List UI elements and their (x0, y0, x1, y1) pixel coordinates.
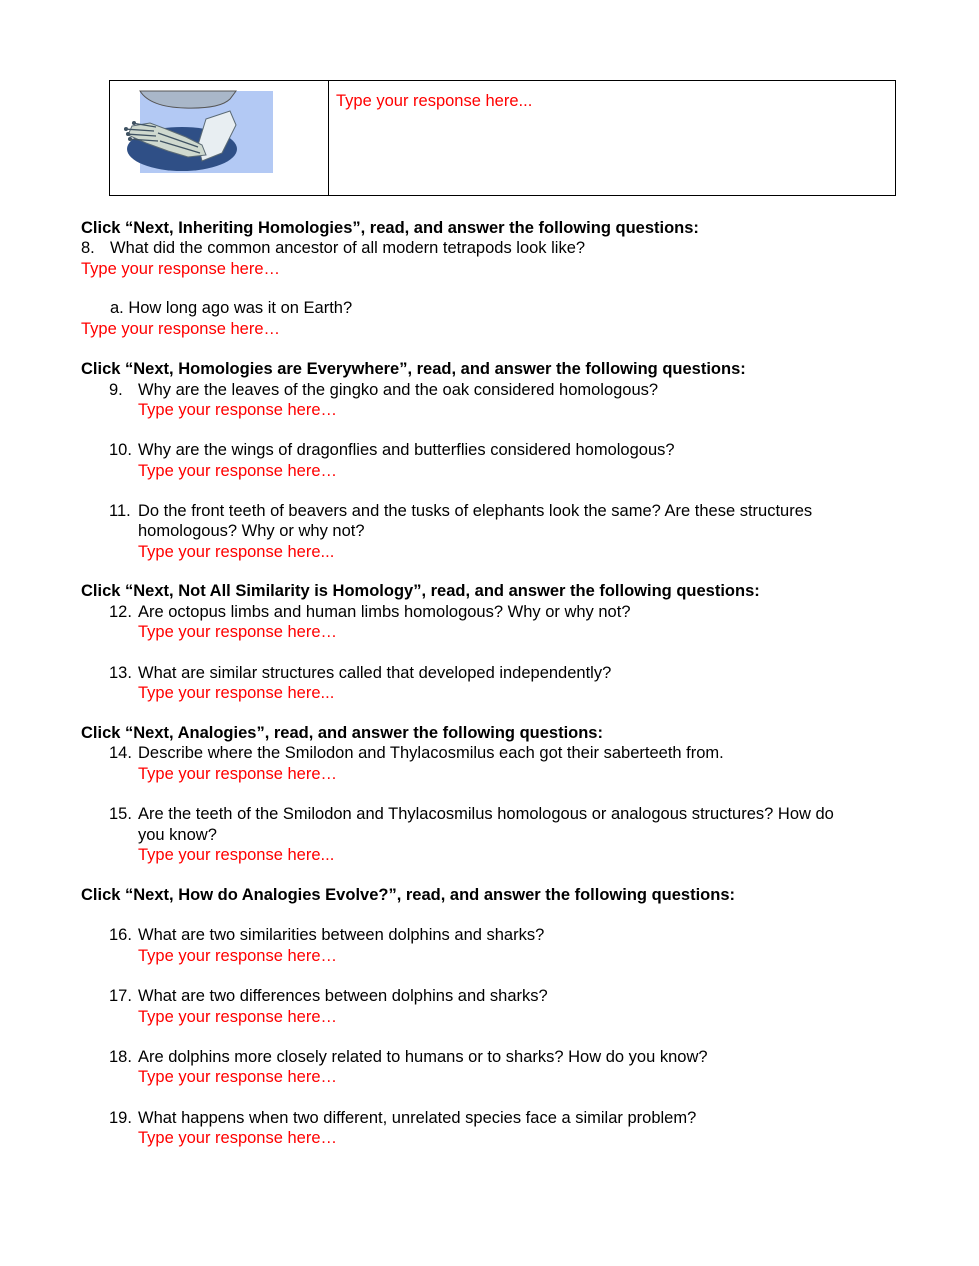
response-field[interactable]: Type your response here... (138, 846, 335, 864)
question-text: What are similar structures called that developed independently? (138, 664, 612, 682)
response-field[interactable]: Type your response here… (138, 401, 338, 419)
image-cell (110, 81, 329, 195)
question-text: Describe where the Smilodon and Thylacosmilus each got their saberteeth from. (138, 744, 724, 762)
question-text: What are two similarities between dolphins and sharks? (138, 926, 545, 944)
question-text: What did the common ancestor of all modern tetrapods look like? (110, 239, 586, 257)
response-field[interactable]: Type your response here... (138, 684, 335, 702)
response-field[interactable]: Type your response here… (138, 462, 338, 480)
question-number: 8. (81, 239, 95, 257)
section-heading: Click “Next, Inheriting Homologies”, read, and answer the following questions: (81, 219, 699, 237)
question-text: Do the front teeth of beavers and the tusks of elephants look the same? Are these structures (138, 502, 813, 520)
response-field[interactable]: Type your response here… (138, 765, 338, 783)
question-number: 15. (109, 805, 132, 823)
answer-table (109, 80, 896, 196)
question-text: What are two differences between dolphins and sharks? (138, 987, 548, 1005)
question-text: Are the teeth of the Smilodon and Thylacosmilus homologous or analogous structures? How do (138, 805, 834, 823)
response-text[interactable]: Type your response here... (336, 92, 533, 110)
response-field[interactable]: Type your response here… (138, 947, 338, 965)
question-number: 18. (109, 1048, 132, 1066)
question-number: 11. (109, 502, 131, 520)
response-field[interactable]: Type your response here… (138, 1129, 338, 1147)
question-text: you know? (138, 826, 217, 844)
question-text: Are dolphins more closely related to humans or to sharks? How do you know? (138, 1048, 708, 1066)
question-number: 17. (109, 987, 132, 1005)
question-number: 9. (109, 381, 123, 399)
limb-illustration (110, 81, 326, 194)
response-field[interactable]: Type your response here… (138, 1068, 338, 1086)
response-cell[interactable] (329, 81, 895, 195)
question-number: 10. (109, 441, 132, 459)
section-heading: Click “Next, Not All Similarity is Homology”, read, and answer the following questions: (81, 582, 760, 600)
question-text: Are octopus limbs and human limbs homologous? Why or why not? (138, 603, 631, 621)
section-heading: Click “Next, Homologies are Everywhere”, read, and answer the following questions: (81, 360, 746, 378)
response-field[interactable]: Type your response here… (138, 623, 338, 641)
section-heading: Click “Next, How do Analogies Evolve?”, read, and answer the following questions: (81, 886, 735, 904)
question-number: 16. (109, 926, 132, 944)
question-number: 13. (109, 664, 132, 682)
response-field[interactable]: Type your response here… (81, 320, 281, 338)
question-text: a. How long ago was it on Earth? (110, 299, 353, 317)
response-field[interactable]: Type your response here… (81, 260, 281, 278)
question-number: 19. (109, 1109, 132, 1127)
question-text: Why are the wings of dragonflies and butterflies considered homologous? (138, 441, 675, 459)
section-heading: Click “Next, Analogies”, read, and answer the following questions: (81, 724, 603, 742)
question-text: homologous? Why or why not? (138, 522, 365, 540)
question-text: Why are the leaves of the gingko and the oak considered homologous? (138, 381, 659, 399)
response-field[interactable]: Type your response here… (138, 1008, 338, 1026)
question-number: 14. (109, 744, 132, 762)
question-text: What happens when two different, unrelated species face a similar problem? (138, 1109, 697, 1127)
question-number: 12. (109, 603, 132, 621)
response-field[interactable]: Type your response here... (138, 543, 335, 561)
